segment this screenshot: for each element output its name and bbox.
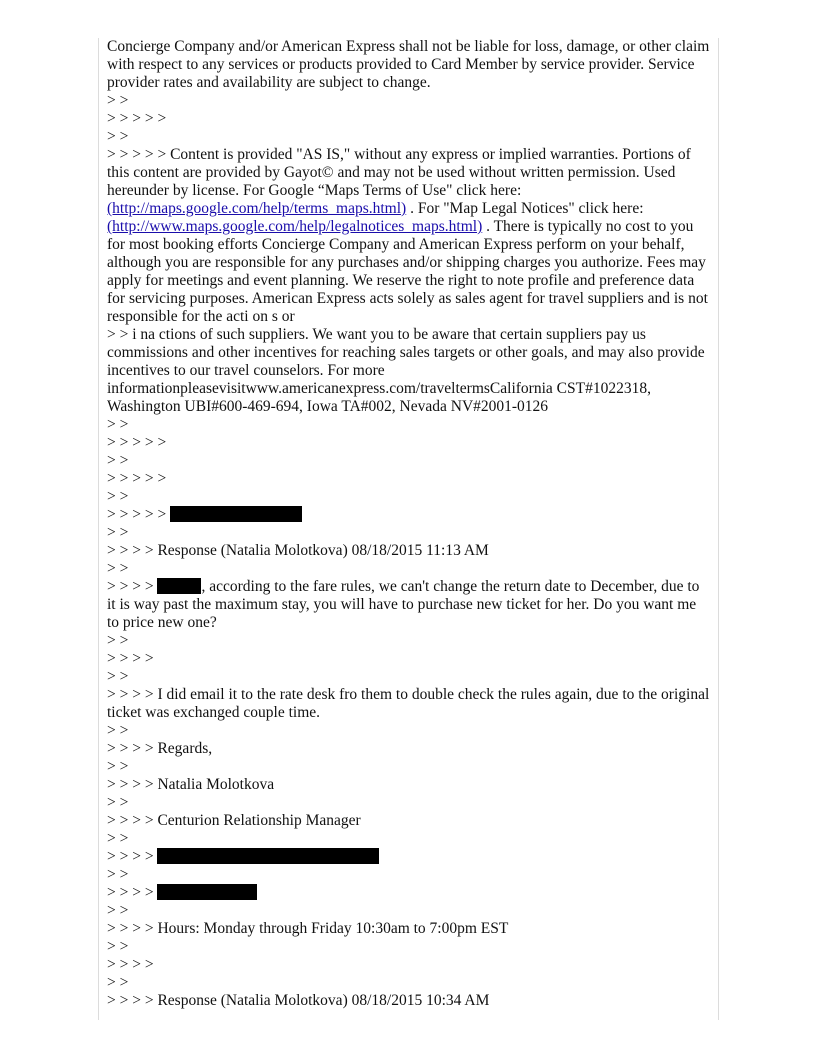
terms-text-middle: . For "Map Legal Notices" click here: [406, 200, 648, 217]
quote-marker: > > [107, 452, 129, 469]
fare-rules-text: , according to the fare rules, we can't change the return date to December, due to it is way past the maximum stay, you will have to purchase new ticket for her. Do you want me to price new one? [107, 578, 704, 631]
legal-notices-link[interactable]: (http://www.maps.google.com/help/legalnotices_maps.html) [107, 218, 483, 235]
rate-desk-paragraph: > > > > I did email it to the rate desk fro them to double check the rules again, due to the original ticket was exchanged couple time. [107, 686, 714, 721]
fare-rules-paragraph [107, 578, 711, 632]
terms-text-start: > > > > > Content is provided "AS IS," without any express or implied warranties. Portions of this content are provided by Gayot© and may not be used without written permission. Used hereunder by license. For Google “Maps Terms of Use" click here: [107, 146, 695, 199]
quote-marker: > > [107, 524, 129, 541]
quote-marker: > > [107, 938, 129, 955]
page-margin-rule-left [98, 38, 99, 1020]
signature-hours: > > > > Hours: Monday through Friday 10:30am to 7:00pm EST [107, 920, 509, 937]
response-header: > > > > Response (Natalia Molotkova) 08/18/2015 10:34 AM [107, 992, 490, 1009]
terms-paragraph [107, 146, 711, 326]
email-thread-body [107, 38, 714, 1010]
redaction-block [157, 848, 379, 864]
maps-terms-link[interactable]: (http://maps.google.com/help/terms_maps.html) [107, 200, 407, 217]
quote-marker: > > [107, 722, 129, 739]
quote-marker: > > [107, 866, 129, 883]
suppliers-paragraph: > > i na ctions of such suppliers. We want you to be aware that certain suppliers pay us commissions and other incentives for reaching sales targets or other goals, and may also provide incentives to our travel counselors. For more informationpleasevisitwww.americanexpress.com/traveltermsCalifornia CST#1022318, Washington UBI#600-469-694, Iowa TA#002, Nevada NV#2001-0126 [107, 326, 709, 415]
quote-marker: > > [107, 560, 129, 577]
redaction-block [170, 506, 302, 522]
signature-name: > > > > Natalia Molotkova [107, 776, 275, 793]
quote-marker: > > [107, 902, 129, 919]
quote-marker: > > > > > [107, 434, 167, 451]
quote-marker: > > [107, 668, 129, 685]
quote-marker: > > [107, 92, 129, 109]
quote-prefix: > > > > [107, 848, 158, 865]
quote-marker: > > > > [107, 956, 154, 973]
page-margin-rule-right [718, 38, 719, 1020]
response-header: > > > > Response (Natalia Molotkova) 08/18/2015 11:13 AM [107, 542, 489, 559]
quote-marker: > > > > > [107, 110, 167, 127]
quote-marker: > > [107, 794, 129, 811]
quote-marker: > > > > [107, 650, 154, 667]
quote-prefix: > > > > > [107, 506, 171, 523]
redaction-block [157, 578, 201, 594]
terms-text-end: . There is typically no cost to you for most booking efforts Concierge Company and American Express perform on your behalf, although you are responsible for any purchases and/or shipping charges you authorize. Fees may apply for meetings and event planning. We reserve the right to note profile and preference data for servicing purposes. American Express acts solely as sales agent for travel suppliers and is not responsible for the acti on s or [107, 218, 712, 325]
quote-marker: > > [107, 416, 129, 433]
quote-marker: > > [107, 758, 129, 775]
quote-marker: > > [107, 830, 129, 847]
quote-prefix: > > > > [107, 884, 158, 901]
quote-marker: > > [107, 128, 129, 145]
quote-marker: > > [107, 488, 129, 505]
redacted-line [107, 884, 711, 902]
redaction-block [157, 884, 257, 900]
quote-marker: > > [107, 632, 129, 649]
quote-prefix: > > > > [107, 578, 158, 595]
signature-regards: > > > > Regards, [107, 740, 213, 757]
signature-title: > > > > Centurion Relationship Manager [107, 812, 361, 829]
quote-marker: > > [107, 974, 129, 991]
redacted-line [107, 506, 711, 524]
quote-marker: > > > > > [107, 470, 167, 487]
disclaimer-paragraph: Concierge Company and/or American Express shall not be liable for loss, damage, or other claim with respect to any services or products provided to Card Member by service provider. Service provider rates and availability are subject to change. [107, 38, 714, 91]
redacted-line [107, 848, 711, 866]
